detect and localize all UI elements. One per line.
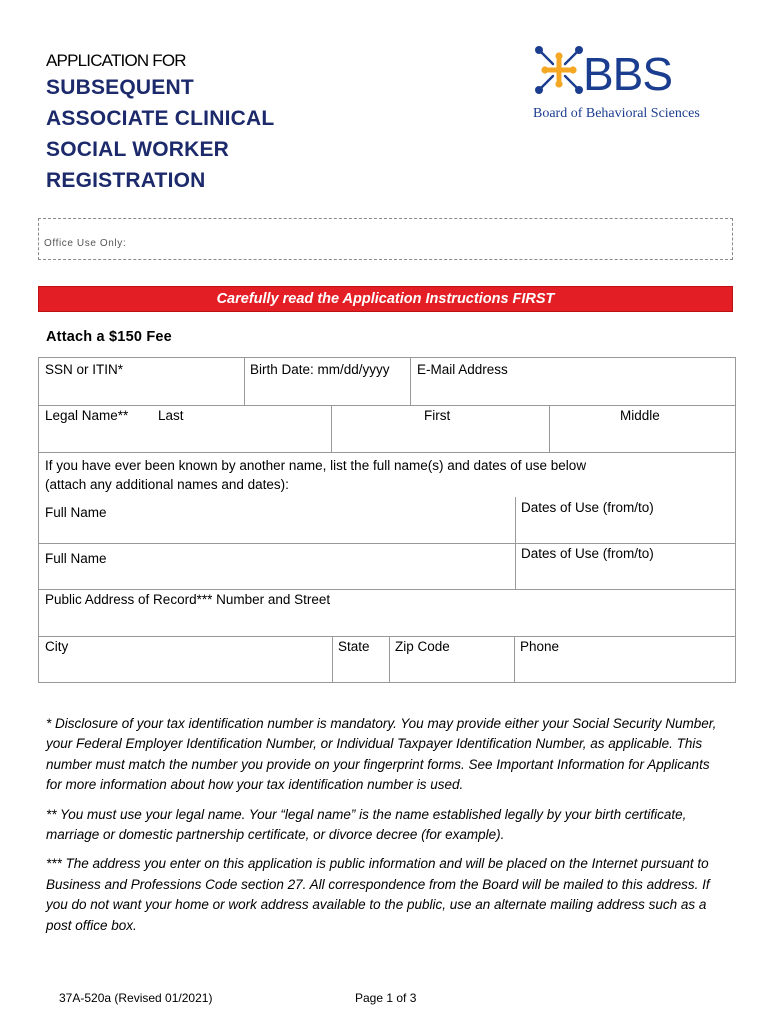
office-use-label: Office Use Only: [44,238,127,249]
city-field[interactable] [39,637,333,682]
dates-of-use-1-field[interactable] [515,497,735,544]
form-title-line-4: REGISTRATION [46,169,206,192]
city-label: City [45,639,69,654]
state-field[interactable] [333,637,390,682]
email-label: E-Mail Address [417,362,508,377]
other-names-instructions-1: If you have ever been known by another name, list the full name(s) and dates of use below [45,458,587,473]
birth-date-label: Birth Date: mm/dd/yyyy [250,362,390,377]
office-use-box [38,218,733,260]
legal-name-note: ** You must use your legal name. Your “legal name” is the name established legally by your birth certificate, marriage or domestic partnership certificate, or divorce decree (for example). [46,806,687,843]
email-field[interactable] [411,358,735,406]
first-name-label: First [424,408,451,423]
middle-name-label: Middle [620,408,660,423]
zip-code-field[interactable] [390,637,515,682]
full-name-1-field[interactable] [39,497,515,544]
full-name-2-field[interactable] [39,544,515,590]
instructions-banner: Carefully read the Application Instructions FIRST [38,286,733,312]
disclosure-notes [46,714,726,945]
form-title-line-2: ASSOCIATE CLINICAL [46,107,275,130]
bbs-logo-network-icon [533,44,585,96]
dates-of-use-1-label: Dates of Use (from/to) [521,500,654,515]
ssn-field[interactable] [39,358,245,406]
applicant-form [38,357,736,683]
bbs-logo-letters: BBS [583,48,673,100]
phone-label: Phone [520,639,560,654]
last-name-label: Last [158,408,184,423]
state-label: State [338,639,370,654]
other-names-instructions-2: (attach any additional names and dates): [45,477,289,492]
form-number: 37A-520a (Revised 01/2021) [59,991,213,1005]
page-number: Page 1 of 3 [355,991,417,1005]
middle-name-field[interactable] [550,406,735,453]
bbs-logo [533,44,733,126]
other-names-section [39,453,735,497]
birth-date-field[interactable] [245,358,411,406]
street-address-field[interactable] [39,590,735,637]
last-name-field[interactable] [39,406,331,453]
phone-field[interactable] [515,637,735,682]
zip-code-label: Zip Code [395,639,450,654]
bbs-logo-subtitle: Board of Behavioral Sciences [533,106,700,121]
dates-of-use-2-field[interactable] [515,544,735,590]
application-for-label: APPLICATION FOR [46,51,186,70]
fee-notice: Attach a $150 Fee [46,329,172,345]
form-title-line-3: SOCIAL WORKER [46,138,230,161]
first-name-field[interactable] [331,406,550,453]
dates-of-use-2-label: Dates of Use (from/to) [521,546,654,561]
public-address-label: Public Address of Record*** Number and Street [45,592,331,607]
public-address-note: *** The address you enter on this application is public information and will be placed on the Internet pursuant to Business and Professions Code section 27. All correspondence from the Board will be mailed to this address. If you do not want your home or work address available to the public, use an alternate mailing address such as a post office box. [46,856,710,933]
tax-id-disclosure-note: * Disclosure of your tax identification number is mandatory. You may provide either your Social Security Number, your Federal Employer Identification Number, or Individual Taxpayer Identification Number, as applicable. This number must match the number you provide on your fingerprint forms. See Important Information for Applicants for more information about how your tax identification number is used. [46,716,717,793]
full-name-1-label: Full Name [45,505,107,520]
form-title-line-1: SUBSEQUENT [46,76,194,99]
full-name-2-label: Full Name [45,551,107,566]
legal-name-label: Legal Name** [45,408,129,423]
ssn-label: SSN or ITIN* [45,362,124,377]
